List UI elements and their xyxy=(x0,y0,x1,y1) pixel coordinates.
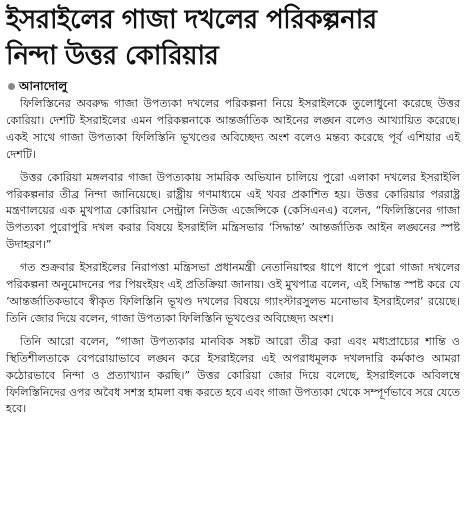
article-paragraph-4: তিনি আরো বলেন, “গাজা উপত্যকার মানবিক সঙ্কট আরো তীব্র করা এবং মধ্যপ্রাচ্যের শান্তি ও স্থিতিশীলতাকে বেপরোয়াভাবে লঙ্ঘন করে ইসরাইলের এই অপরাধমূলক দখলদারি কর্মকাণ্ড আমরা কঠোরভাবে নিন্দা ও প্রত্যাখ্যান করছি।” উত্তর কোরিয়া জোর দিয়ে বলেছে, ইসরাইলকে অবিলম্বে ফিলিস্তিনিদের ওপর অবৈধ সশস্ত্র হামলা বন্ধ করতে হবে এবং গাজা উপত্যকা থেকে সম্পূর্ণভাবে সরে যেতে হবে। xyxy=(6,334,460,416)
bullet-icon xyxy=(8,83,15,90)
headline-line-2: নিন্দা উত্তর কোরিয়ার xyxy=(6,41,219,71)
byline-source: আনাদোলু xyxy=(19,79,68,93)
article-paragraph-3: গত শুক্রবার ইসরাইলের নিরাপত্তা মন্ত্রিসভা প্রধানমন্ত্রী নেতানিয়াহুর ধাপে ধাপে পুরো গাজা দখলের পরিকল্পনা অনুমোদনের পর পিয়ংইয়ং এই প্রতিক্রিয়া জানায়। ওই মুখপাত্র বলেন, এই সিদ্ধান্ত স্পষ্ট করে যে ‘আন্তর্জাতিকভাবে স্বীকৃত ফিলিস্তিনি ভূখণ্ড দখলের বিষয়ে গ্যাংস্টারসুলভ মনোভাব ইসরাইলের’ রয়েছে। তিনি জোর দিয়ে বলেন, গাজা উপত্যকা ফিলিস্তিনি ভূখণ্ডের অবিচ্ছেদ্য অংশ। xyxy=(6,261,460,325)
headline-line-1: ইসরাইলের গাজা দখলের পরিকল্পনার xyxy=(6,5,377,35)
article-paragraph-1: ফিলিস্তিনের অবরুদ্ধ গাজা উপত্যকা দখলের পরিকল্পনা নিয়ে ইসরাইলকে তুলোধুনো করেছে উত্তর কোরিয়া। দেশটি ইসরাইলের এমন পরিকল্পনাকে আন্তর্জাতিক আইনের লঙ্ঘন বলেও আখ্যায়িত করেছে। একই সাথে গাজা উপত্যকা ফিলিস্তিনি ভূখণ্ডের অবিচ্ছেদ্য অংশ বলেও মন্তব্য করেছে পূর্ব এশিয়ার এই দেশটি। xyxy=(6,97,460,161)
byline xyxy=(8,78,460,94)
article-paragraph-2: উত্তর কোরিয়া মঙ্গলবার গাজা উপত্যকায় সামরিক অভিযান চালিয়ে পুরো এলাকা দখলের ইসরাইলি পরিকল্পনার তীব্র নিন্দা জানিয়েছে। রাষ্ট্রীয় গণমাধ্যমে এই খবর প্রকাশিত হয়। উত্তর কোরিয়ার পররাষ্ট্র মন্ত্রণালয়ের এক মুখপাত্র কোরিয়ান সেন্ট্রাল নিউজ এজেন্সিকে (কেসিএনএ) বলেন, “ফিলিস্তিনের গাজা উপত্যকা পুরোপুরি দখল করার বিষয়ে ইসরাইলি মন্ত্রিসভার ‘সিদ্ধান্ত’ আন্তর্জাতিক আইন লঙ্ঘনের স্পষ্ট উদাহরণ।” xyxy=(6,170,460,252)
headline xyxy=(6,2,460,74)
